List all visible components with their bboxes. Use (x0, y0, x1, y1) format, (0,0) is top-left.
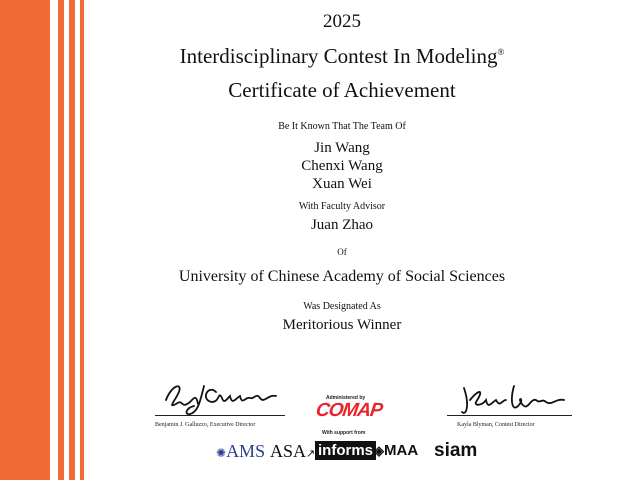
intro-text: Be It Known That The Team Of (278, 121, 406, 132)
designation-intro: Was Designated As (303, 301, 381, 312)
left-signature-line (155, 415, 285, 416)
maa-mark-icon: ◈ (374, 443, 384, 458)
institution-name: University of Chinese Academy of Social Sciences (178, 268, 506, 285)
maa-logo (374, 442, 418, 459)
asa-logo-text: ASA (270, 441, 307, 461)
ams-logo-text: AMS (226, 441, 266, 461)
advisor-intro: With Faculty Advisor (298, 201, 386, 212)
left-signature-image (160, 378, 285, 416)
administered-by-label: Administered by (326, 395, 366, 401)
decorative-stripe-1 (58, 0, 64, 480)
registered-mark: ® (497, 47, 505, 57)
advisor-name: Juan Zhao (310, 217, 374, 233)
designation: Meritorious Winner (282, 317, 402, 333)
certificate-year: 2025 (323, 11, 361, 32)
team-member: Chenxi Wang (301, 158, 383, 174)
certificate-title: Certificate of Achievement (228, 78, 456, 102)
right-signature-image (456, 382, 574, 418)
asa-logo (270, 441, 315, 462)
asa-mark-icon: ↗ (306, 448, 316, 460)
comap-logo: COMAP (314, 400, 384, 421)
of-label: Of (337, 247, 347, 257)
ams-mark-icon: ✺ (216, 446, 227, 460)
team-member: Xuan Wei (312, 176, 372, 192)
contest-name: Interdisciplinary Contest In Modeling (179, 44, 498, 68)
decorative-stripe-wide (0, 0, 50, 480)
maa-logo-text: MAA (384, 442, 419, 459)
siam-logo-text: siam (434, 440, 478, 461)
contest-title (100, 44, 584, 69)
informs-logo-text: informs (318, 442, 374, 459)
team-member: Jin Wang (314, 140, 370, 156)
decorative-stripe-2 (69, 0, 75, 480)
decorative-stripe-3 (80, 0, 84, 480)
informs-logo (315, 441, 376, 460)
ams-logo (216, 441, 265, 462)
right-signature-line (447, 415, 572, 416)
support-from-label: With support from (322, 430, 366, 436)
siam-logo (434, 440, 477, 462)
right-signature-caption: Kayla Blyman, Contest Director (457, 422, 535, 428)
left-signature-caption: Benjamin J. Galluzzo, Executive Director (155, 422, 256, 428)
